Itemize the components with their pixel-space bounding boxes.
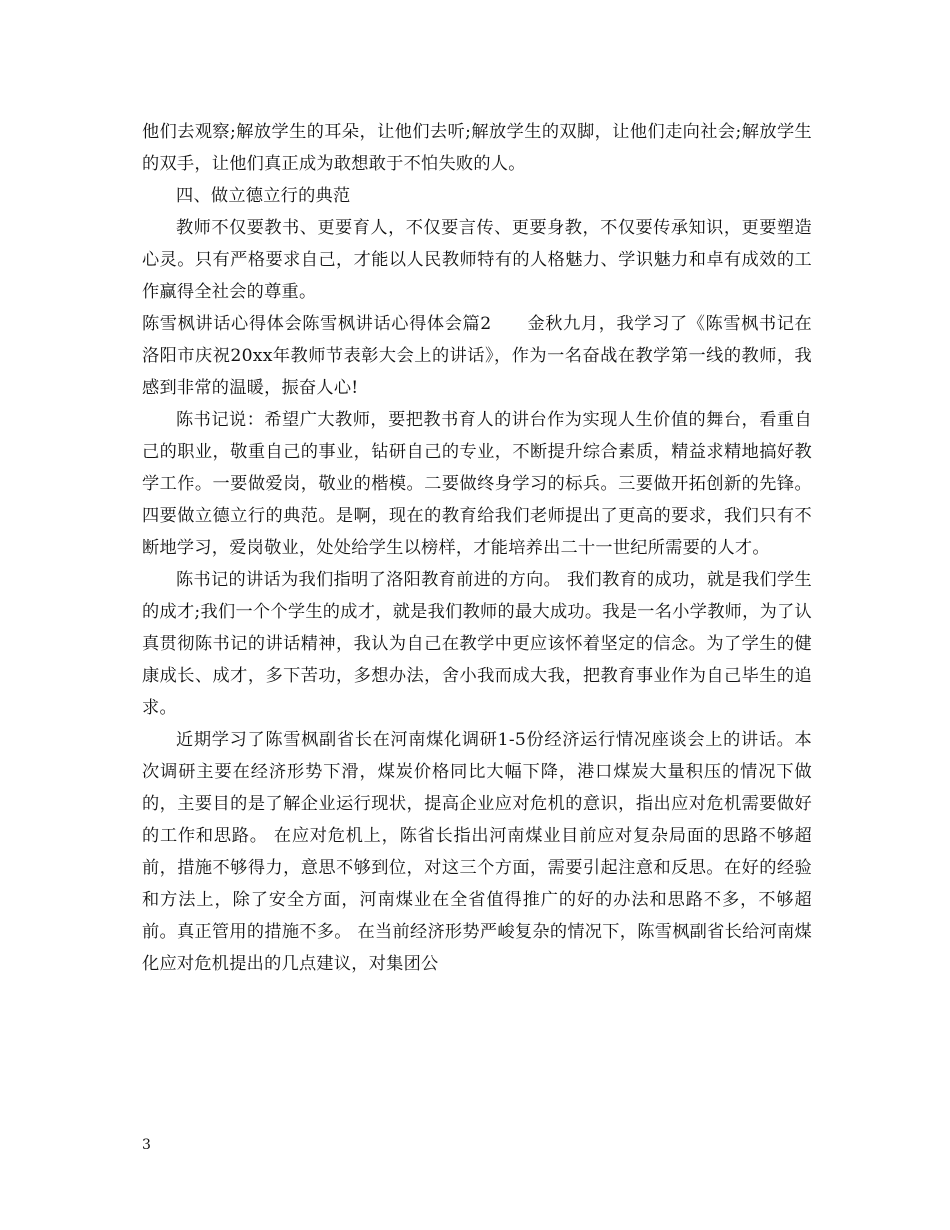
- page-number: 3: [142, 1137, 151, 1153]
- document-body: [142, 116, 812, 980]
- paragraph-5: 陈书记说：希望广大教师，要把教书育人的讲台作为实现人生价值的舞台，看重自己的职业，敬重自己的事业，钻研自己的专业，不断提升综合素质，精益求精地搞好教学工作。一要做爱岗，敬业的楷模。二要做终身学习的标兵。三要做开拓创新的先锋。四要做立德立行的典范。是啊，现在的教育给我们老师提出了更高的要求，我们只有不断地学习，爱岗敬业，处处给学生以榜样，才能培养出二十一世纪所需要的人才。: [142, 410, 812, 558]
- paragraph-7: 近期学习了陈雪枫副省长在河南煤化调研1-5份经济运行情况座谈会上的讲话。本次调研主要在经济形势下滑，煤炭价格同比大幅下降，港口煤炭大量积压的情况下做的，主要目的是了解企业运行现状，提高企业应对危机的意识，指出应对危机需要做好的工作和思路。 在应对危机上，陈省长指出河南煤业目前应对复杂局面的思路不够超前，措施不够得力，意思不够到位，对这三个方面，需要引起注意和反思。在好的经验和方法上，除了安全方面，河南煤业在全省值得推广的好的办法和思路不多，不够超前。真正管用的措施不多。 在当前经济形势严峻复杂的情况下，陈雪枫副省长给河南煤化应对危机提出的几点建议，对集团公: [142, 730, 812, 974]
- paragraph-1: 他们去观察;解放学生的耳朵，让他们去听;解放学生的双脚，让他们走向社会;解放学生的双手，让他们真正成为敢想敢于不怕失败的人。: [142, 122, 812, 174]
- paragraph-4: 陈雪枫讲话心得体会陈雪枫讲话心得体会篇2 金秋九月，我学习了《陈雪枫书记在洛阳市庆祝20xx年教师节表彰大会上的讲话》，作为一名奋战在教学第一线的教师，我感到非常的温暖，振奋人心!: [142, 314, 812, 398]
- paragraph-6: 陈书记的讲话为我们指明了洛阳教育前进的方向。 我们教育的成功，就是我们学生的成才;我们一个个学生的成才，就是我们教师的最大成功。我是一名小学教师，为了认真贯彻陈书记的讲话精神，我认为自己在教学中更应该怀着坚定的信念。为了学生的健康成长、成才，多下苦功，多想办法，舍小我而成大我，把教育事业作为自己毕生的追求。: [142, 570, 812, 718]
- section-heading: 四、做立德立行的典范: [176, 186, 351, 206]
- paragraph-3: 教师不仅要教书、更要育人，不仅要言传、更要身教，不仅要传承知识，更要塑造心灵。只有严格要求自己，才能以人民教师特有的人格魅力、学识魅力和卓有成效的工作赢得全社会的尊重。: [142, 218, 812, 302]
